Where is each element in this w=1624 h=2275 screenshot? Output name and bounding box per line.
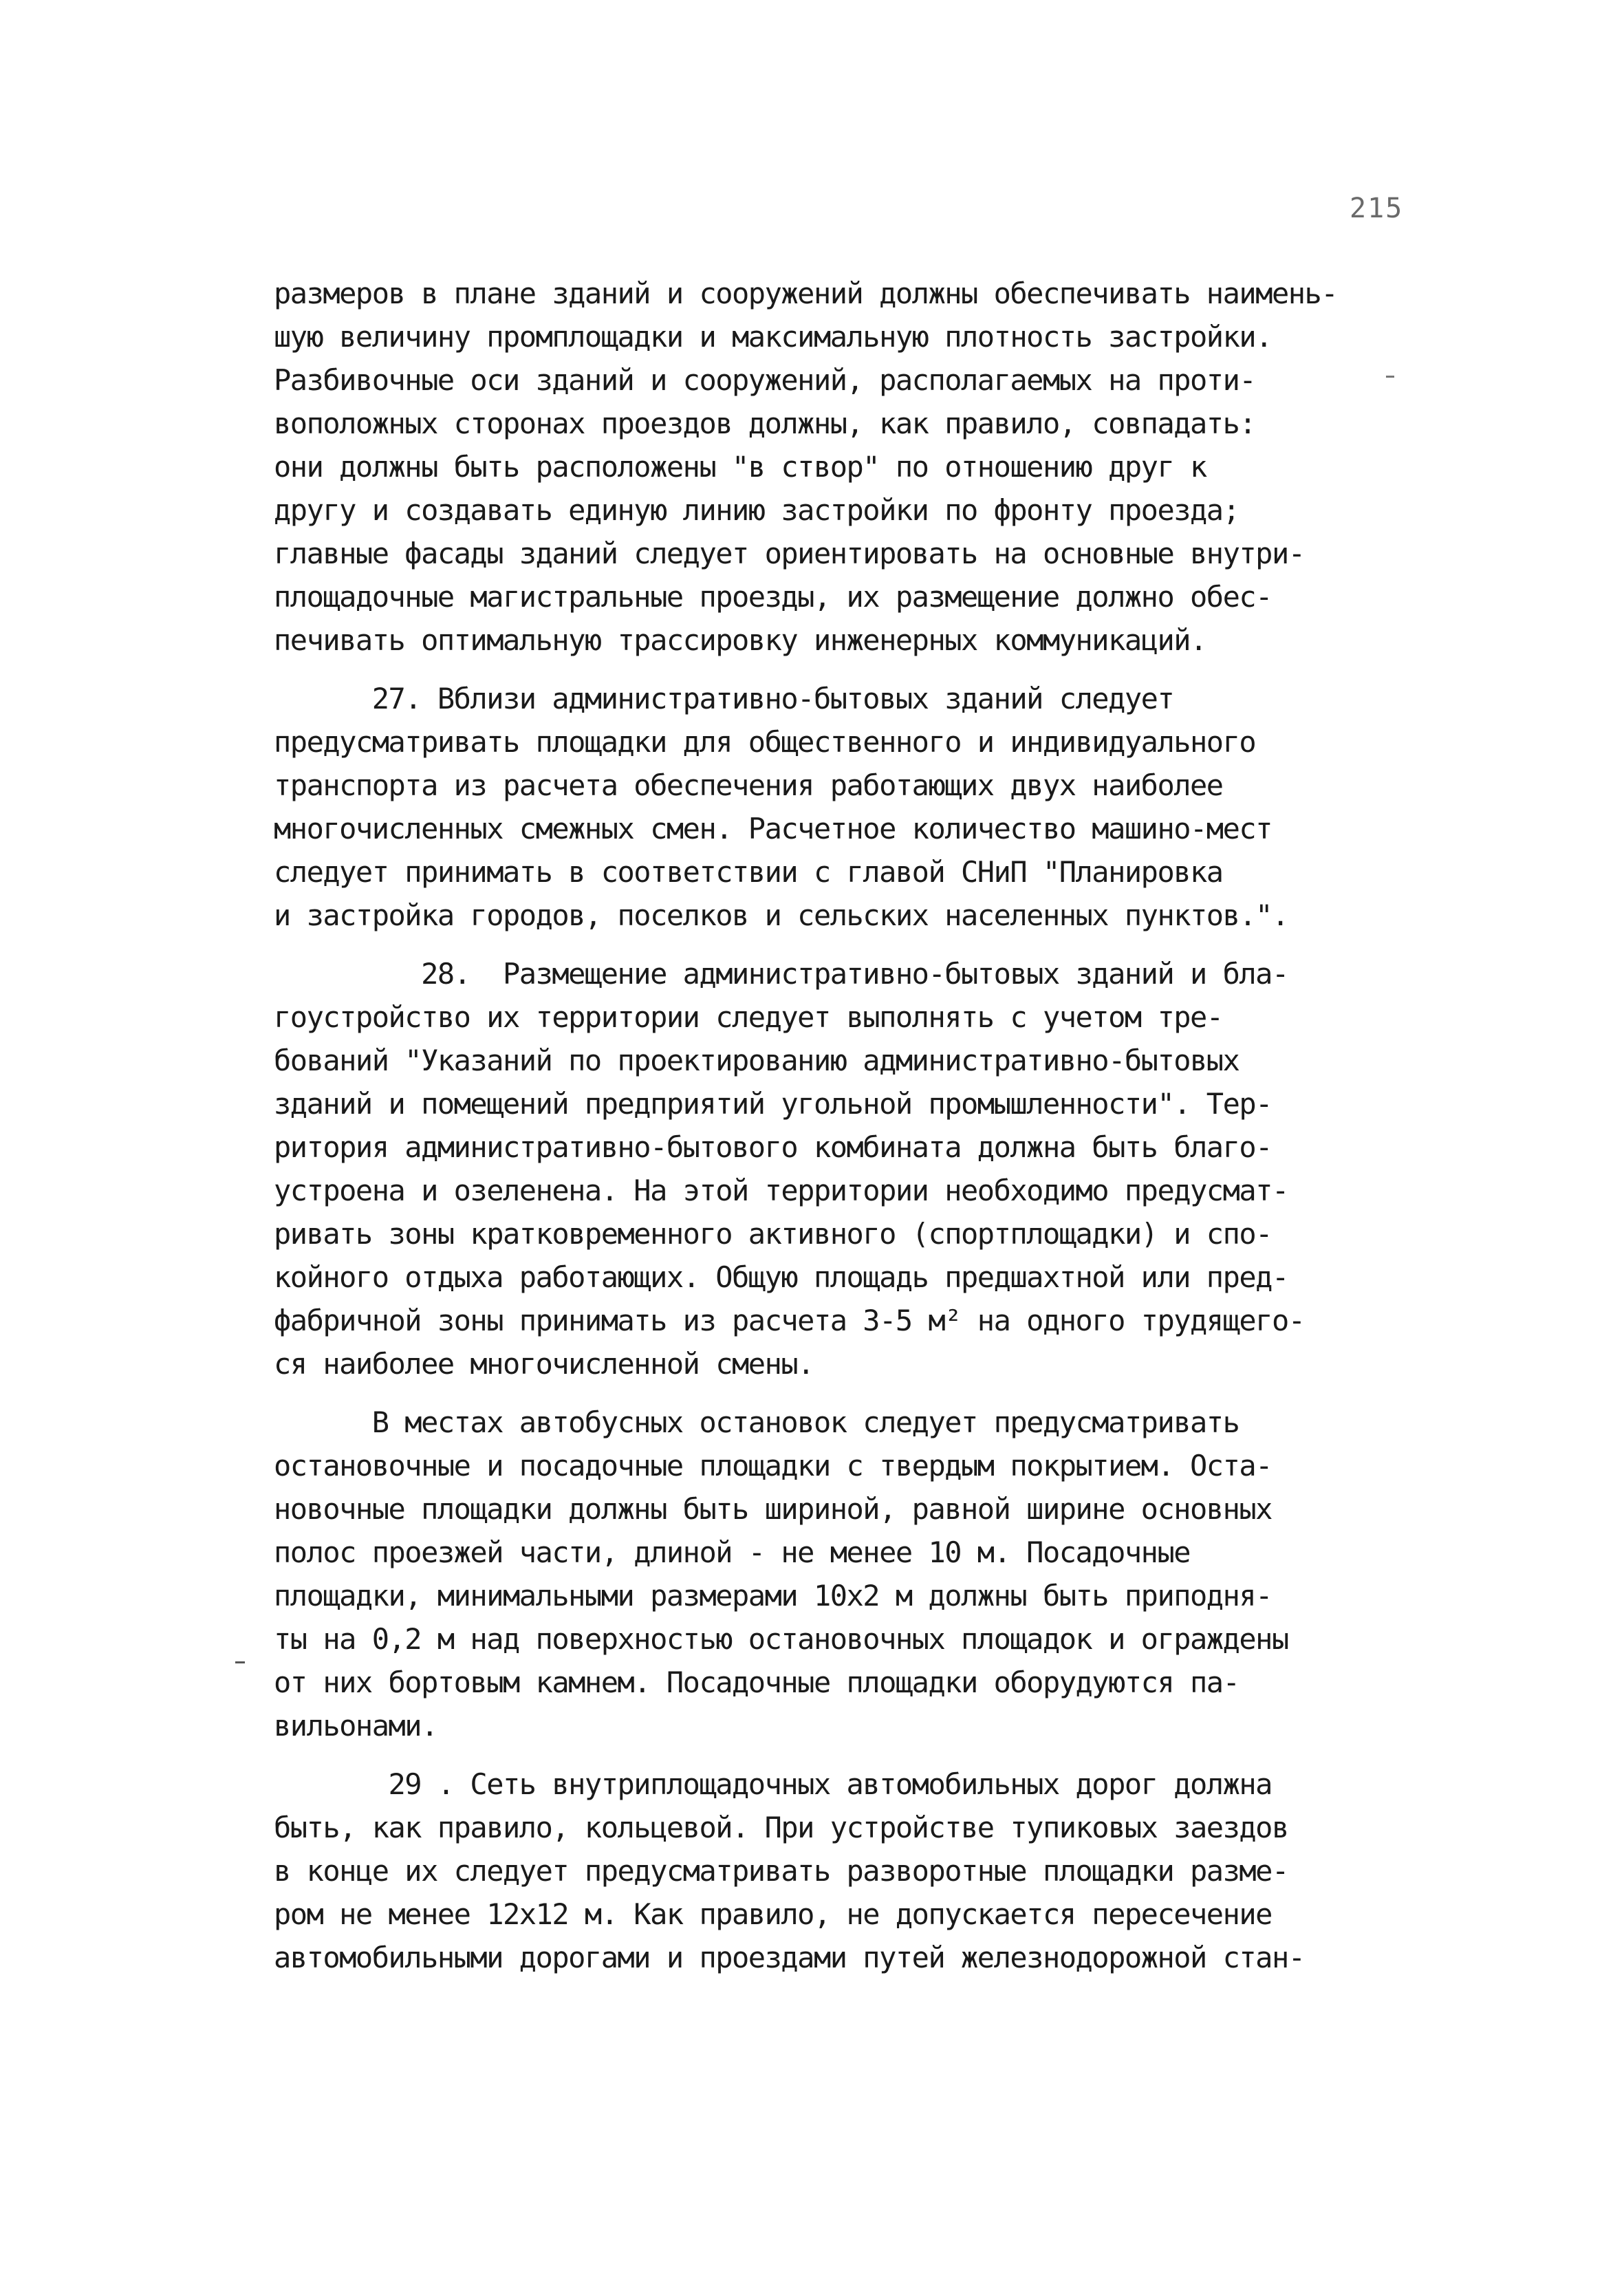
margin-dash-mark: [235, 1661, 245, 1663]
text-line: 29 . Сеть внутриплощадочных автомобильных дорог должна: [274, 1767, 1272, 1801]
text-line: фабричной зоны принимать из расчета 3-5 м² на одного трудящего-: [274, 1304, 1305, 1337]
paragraph: [274, 952, 1443, 1386]
text-line: автомобильными дорогами и проездами путей железнодорожной стан-: [274, 1941, 1305, 1974]
text-line: размеров в плане зданий и сооружений должны обеспечивать наимень-: [274, 277, 1338, 310]
paragraph-gap: [274, 937, 1443, 952]
text-line: главные фасады зданий следует ориентировать на основные внутри-: [274, 537, 1305, 570]
paragraph: [274, 272, 1443, 662]
paragraph: [274, 1401, 1443, 1747]
text-line: В местах автобусных остановок следует предусматривать: [274, 1405, 1239, 1439]
paragraph: [274, 1762, 1443, 1979]
text-line: другу и создавать единую линию застройки по фронту проезда;: [274, 493, 1239, 527]
text-line: ром не менее 12х12 м. Как правило, не допускается пересечение: [274, 1897, 1272, 1931]
text-line: быть, как правило, кольцевой. При устройстве тупиковых заездов: [274, 1811, 1288, 1844]
body-text: [274, 272, 1443, 1979]
text-line: многочисленных смежных смен. Расчетное количество машино-мест: [274, 812, 1272, 845]
text-line: бований "Указаний по проектированию административно-бытовых: [274, 1044, 1239, 1077]
paragraph: [274, 677, 1443, 937]
text-line: Разбивочные оси зданий и сооружений, располагаемых на проти-: [274, 363, 1256, 397]
text-line: 27. Вблизи административно-бытовых зданий следует: [274, 682, 1174, 715]
text-line: площадочные магистральные проезды, их размещение должно обес-: [274, 580, 1272, 614]
text-line: 28. Размещение административно-бытовых зданий и бла-: [274, 957, 1288, 991]
text-line: зданий и помещений предприятий угольной промышленности". Тер-: [274, 1087, 1272, 1121]
text-line: койного отдыха работающих. Общую площадь предшахтной или пред-: [274, 1260, 1288, 1294]
paragraph-gap: [274, 1747, 1443, 1762]
text-line: следует принимать в соответствии с главой СНиП "Планировка: [274, 855, 1223, 889]
text-line: и застройка городов, поселков и сельских населенных пунктов.".: [274, 898, 1288, 932]
text-line: от них бортовым камнем. Посадочные площадки оборудуются па-: [274, 1665, 1239, 1699]
text-line: транспорта из расчета обеспечения работающих двух наиболее: [274, 768, 1223, 802]
text-line: полос проезжей части, длиной - не менее 10 м. Посадочные: [274, 1535, 1191, 1569]
text-line: гоустройство их территории следует выполнять с учетом тре-: [274, 1000, 1223, 1034]
text-line: ты на 0,2 м над поверхностью остановочных площадок и ограждены: [274, 1622, 1288, 1656]
text-line: воположных сторонах проездов должны, как правило, совпадать:: [274, 407, 1256, 440]
text-line: печивать оптимальную трассировку инженерных коммуникаций.: [274, 623, 1206, 657]
text-line: в конце их следует предусматривать разворотные площадки разме-: [274, 1854, 1288, 1888]
text-line: шую величину промплощадки и максимальную плотность застройки.: [274, 320, 1272, 354]
page-number: 215: [1350, 193, 1404, 224]
text-line: ритория административно-бытового комбината должна быть благо-: [274, 1130, 1272, 1164]
text-line: предусматривать площадки для общественного и индивидуального: [274, 725, 1256, 759]
paragraph-gap: [274, 1386, 1443, 1401]
text-line: устроена и озеленена. На этой территории необходимо предусмат-: [274, 1174, 1288, 1207]
text-line: ривать зоны кратковременного активного (спортплощадки) и спо-: [274, 1217, 1272, 1251]
text-line: площадки, минимальными размерами 10х2 м должны быть приподня-: [274, 1579, 1272, 1613]
paragraph-gap: [274, 662, 1443, 677]
text-line: новочные площадки должны быть шириной, равной ширине основных: [274, 1492, 1272, 1526]
text-line: остановочные и посадочные площадки с твердым покрытием. Оста-: [274, 1449, 1272, 1482]
text-line: ся наиболее многочисленной смены.: [274, 1347, 814, 1381]
text-line: вильонами.: [274, 1709, 437, 1743]
text-line: они должны быть расположены "в створ" по отношению друг к: [274, 450, 1206, 484]
